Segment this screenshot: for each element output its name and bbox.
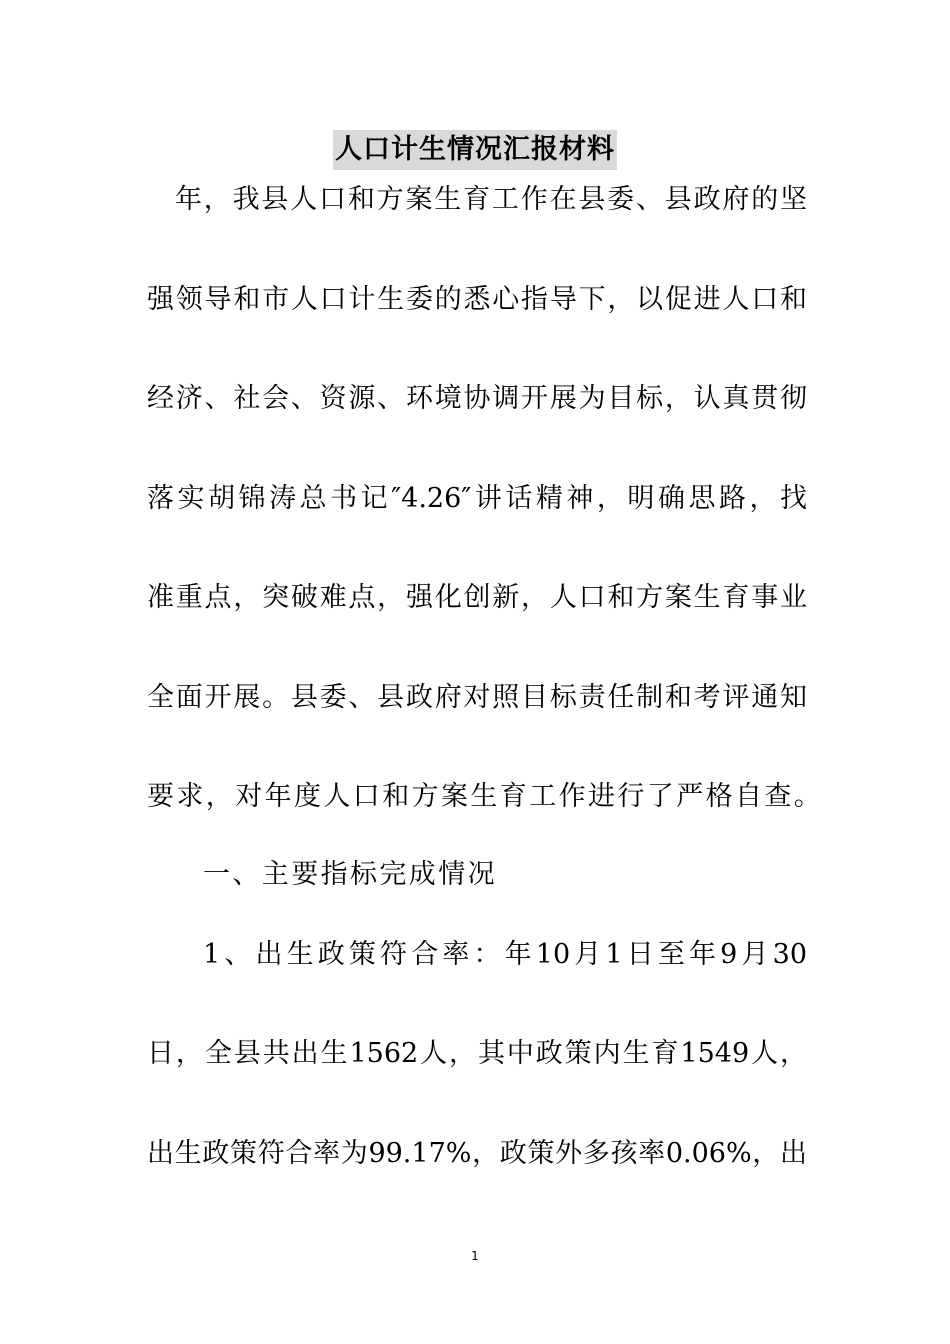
title-container <box>0 130 950 170</box>
page-number: 1 <box>471 1249 479 1263</box>
paragraph-line: 强领导和市人口计生委的悉心指导下，以促进人口和 <box>147 284 807 315</box>
paragraph-line: 全面开展。县委、县政府对照目标责任制和考评通知 <box>147 682 807 713</box>
section-heading: 一、主要指标完成情况 <box>203 859 497 890</box>
document-title: 人口计生情况汇报材料 <box>333 130 617 170</box>
paragraph-line: 准重点，突破难点，强化创新，人口和方案生育事业 <box>147 582 807 613</box>
paragraph-line: 要求，对年度人口和方案生育工作进行了严格自查。 <box>147 781 824 812</box>
paragraph-line: 年，我县人口和方案生育工作在县委、县政府的坚 <box>175 184 807 215</box>
paragraph-line: 落实胡锦涛总书记″4.26″讲话精神，明确思路，找 <box>147 483 807 514</box>
item-line: 日，全县共出生1562人，其中政策内生育1549人， <box>147 1038 807 1069</box>
item-line: 出生政策符合率为99.17%，政策外多孩率0.06%，出 <box>147 1138 807 1169</box>
paragraph-line: 经济、社会、资源、环境协调开展为目标，认真贯彻 <box>147 383 807 414</box>
item-line: 1、出生政策符合率：年10月1日至年9月30 <box>203 939 807 970</box>
